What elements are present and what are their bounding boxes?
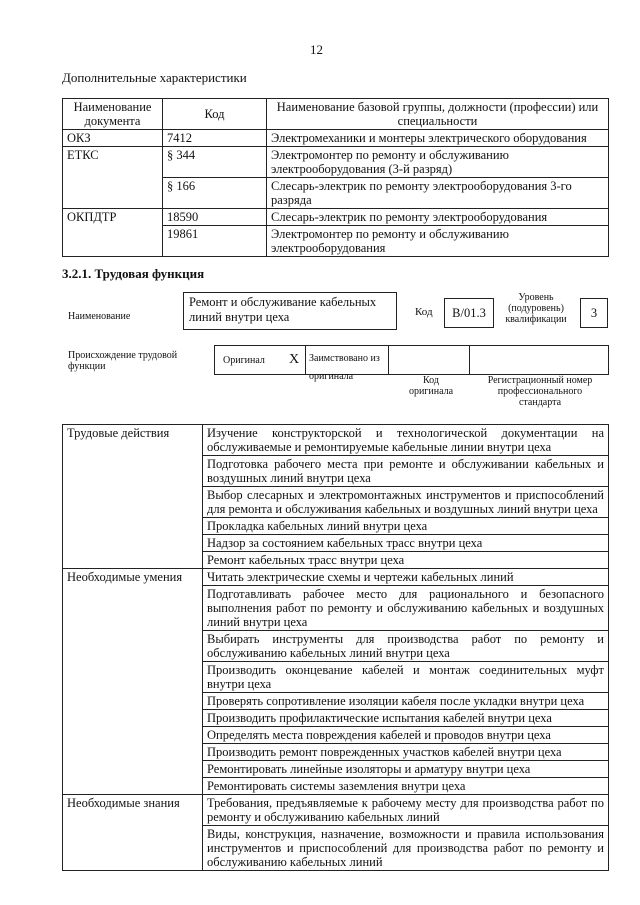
action-item: Прокладка кабельных линий внутри цеха — [203, 518, 609, 535]
additional-characteristics-table — [62, 98, 609, 257]
function-details-table — [62, 424, 609, 871]
cell-name: Электромонтер по ремонту и обслуживанию электрооборудования — [267, 226, 609, 257]
knowledge-label: Необходимые знания — [63, 795, 203, 871]
original-mark: X — [289, 352, 300, 367]
skill-item: Производить ремонт поврежденных участков кабелей внутри цеха — [203, 744, 609, 761]
cell-document — [63, 178, 163, 209]
cell-name: Электромеханики и монтеры электрического оборудования — [267, 130, 609, 147]
cell-document — [63, 226, 163, 257]
cell-document: ОКЗ — [63, 130, 163, 147]
skill-item: Ремонтировать линейные изоляторы и арматуру внутри цеха — [203, 761, 609, 778]
borrowed-label: Заимствовано из оригинала — [309, 353, 380, 382]
knowledge-item: Требования, предъявляемые к рабочему месту для производства работ по ремонту и обслуживанию кабельных линий — [203, 795, 609, 826]
skill-item: Ремонтировать системы заземления внутри цеха — [203, 778, 609, 795]
registration-number-label: Регистрационный номер профессионального стандарта — [487, 375, 593, 408]
function-code-box: В/01.3 — [444, 298, 494, 328]
function-name-box: Ремонт и обслуживание кабельных линий внутри цеха — [183, 292, 397, 330]
skill-item: Производить профилактические испытания кабелей внутри цеха — [203, 710, 609, 727]
cell-name: Электромонтер по ремонту и обслуживанию электрооборудования (3-й разряд) — [267, 147, 609, 178]
table-header-row — [63, 99, 609, 130]
skills-label: Необходимые умения — [63, 569, 203, 795]
page-number: 12 — [310, 42, 323, 57]
function-heading: 3.2.1. Трудовая функция — [62, 266, 205, 281]
actions-label: Трудовые действия — [63, 425, 203, 569]
table-row — [63, 178, 609, 209]
header-document: Наименование документа — [63, 99, 163, 130]
table-row — [63, 795, 609, 826]
skill-item: Производить оконцевание кабелей и монтаж соединительных муфт внутри цеха — [203, 662, 609, 693]
registration-number-cell — [469, 345, 609, 375]
table-row — [63, 147, 609, 178]
original-code-cell — [388, 345, 470, 375]
header-name: Наименование базовой группы, должности (профессии) или специальности — [267, 99, 609, 130]
level-value-box: 3 — [580, 298, 608, 328]
cell-document: ЕТКС — [63, 147, 163, 178]
original-label: Оригинал — [223, 355, 265, 366]
borrowed-cell — [305, 345, 389, 382]
knowledge-item: Виды, конструкция, назначение, возможности и правила использования инструментов и приспособлений для производства работ по ремонту и обслуживанию кабельных линий — [203, 826, 609, 871]
skill-item: Проверять сопротивление изоляции кабеля после укладки внутри цеха — [203, 693, 609, 710]
skill-item: Подготавливать рабочее место для рационального и безопасного выполнения работ по ремонту и обслуживанию кабельных и воздушных линий внутри цеха — [203, 586, 609, 631]
cell-document: ОКПДТР — [63, 209, 163, 226]
name-label: Наименование — [68, 311, 131, 322]
original-cell — [214, 345, 306, 375]
cell-code: 7412 — [163, 130, 267, 147]
skill-item: Читать электрические схемы и чертежи кабельных линий — [203, 569, 609, 586]
section-title: Дополнительные характеристики — [62, 70, 247, 85]
skill-item: Выбирать инструменты для производства работ по ремонту и обслуживанию кабельных линий внутри цеха — [203, 631, 609, 662]
table-row — [63, 130, 609, 147]
table-row — [63, 226, 609, 257]
original-code-label: Код оригинала — [408, 375, 454, 397]
cell-name: Слесарь-электрик по ремонту электрооборудования 3-го разряда — [267, 178, 609, 209]
header-code: Код — [163, 99, 267, 130]
action-item: Ремонт кабельных трасс внутри цеха — [203, 552, 609, 569]
table-row — [63, 209, 609, 226]
action-item: Изучение конструкторской и технологической документации на обслуживаемые и ремонтируемые кабельные линии внутри цеха — [203, 425, 609, 456]
action-item: Надзор за состоянием кабельных трасс внутри цеха — [203, 535, 609, 552]
skill-item: Определять места повреждения кабелей и проводов внутри цеха — [203, 727, 609, 744]
cell-name: Слесарь-электрик по ремонту электрооборудования — [267, 209, 609, 226]
cell-code: § 166 — [163, 178, 267, 209]
cell-code: 19861 — [163, 226, 267, 257]
table-row — [63, 425, 609, 456]
action-item: Подготовка рабочего места при ремонте и обслуживании кабельных и воздушных линий внутри цеха — [203, 456, 609, 487]
code-label: Код — [415, 306, 433, 318]
action-item: Выбор слесарных и электромонтажных инструментов и приспособлений для ремонта и обслуживания кабельных и воздушных линий внутри цеха — [203, 487, 609, 518]
cell-code: § 344 — [163, 147, 267, 178]
origin-label: Происхождение трудовой функции — [68, 350, 178, 372]
level-label: Уровень (подуровень) квалификации — [505, 292, 567, 325]
cell-code: 18590 — [163, 209, 267, 226]
table-row — [63, 569, 609, 586]
